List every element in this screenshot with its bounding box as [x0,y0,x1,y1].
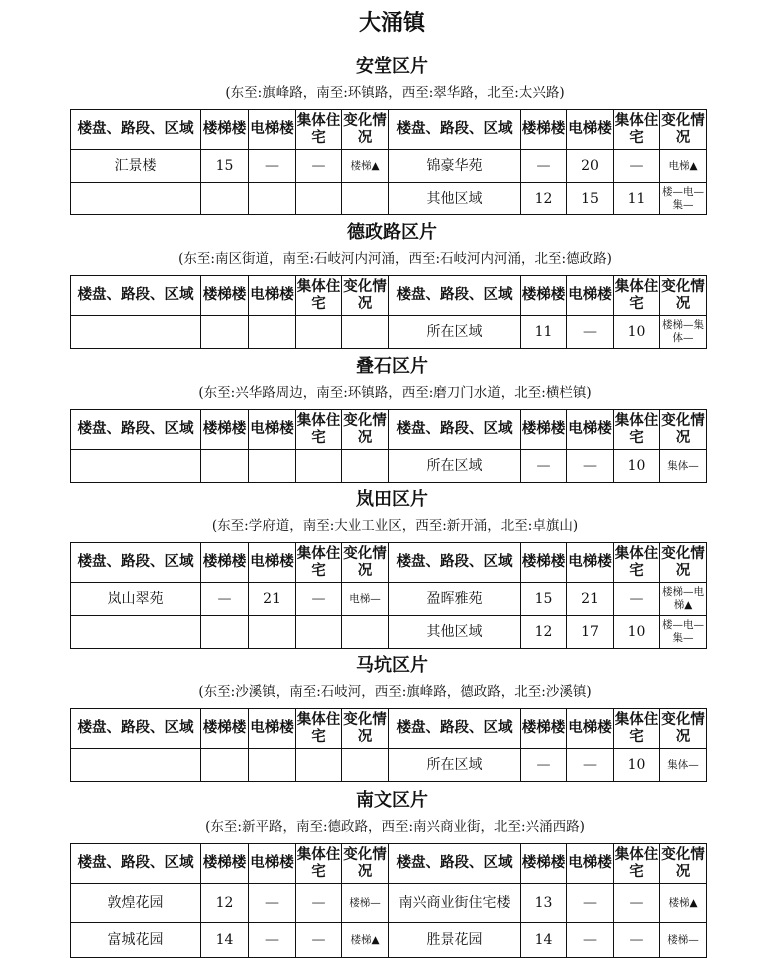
count-cell: — [614,583,660,616]
area-name-cell: 汇景楼 [71,150,201,183]
column-header: 电梯楼 [567,110,614,150]
count-cell: 11 [614,183,660,215]
count-cell: — [614,884,660,923]
column-header: 楼梯楼 [201,276,249,316]
count-cell: — [296,150,342,183]
count-cell [296,749,342,782]
housing-table [70,843,707,958]
column-header: 电梯楼 [249,844,296,884]
column-header: 变化情况 [342,709,389,749]
count-cell: — [296,923,342,958]
change-cell: 电梯— [342,583,389,616]
count-cell: — [296,884,342,923]
column-header: 变化情况 [660,543,707,583]
column-header: 集体住宅 [296,410,342,450]
count-cell [296,316,342,349]
area-name-cell: 所在区域 [389,450,521,483]
area-name-cell: 富城花园 [71,923,201,958]
district-section [0,485,784,644]
area-name-cell [71,616,201,649]
housing-table [70,109,707,215]
column-header: 电梯楼 [567,709,614,749]
count-cell: — [614,150,660,183]
district-heading: 叠石区片 [356,356,428,377]
count-cell: 14 [201,923,249,958]
column-header: 楼盘、路段、区域 [71,844,201,884]
district-boundaries: (东至:新平路，南至:德政路，西至:南兴商业街，北至:兴涌西路) [205,819,585,835]
count-cell: — [249,150,296,183]
district-section [0,52,784,211]
header-row [71,543,707,583]
count-cell: — [521,450,567,483]
area-name-cell: 盈晖雅苑 [389,583,521,616]
column-header: 集体住宅 [614,110,660,150]
district-section [0,651,784,773]
area-name-cell: 所在区域 [389,316,521,349]
column-header: 楼盘、路段、区域 [71,110,201,150]
area-name-cell: 所在区域 [389,749,521,782]
count-cell: 21 [249,583,296,616]
count-cell [201,616,249,649]
column-header: 变化情况 [660,110,707,150]
column-header: 集体住宅 [296,844,342,884]
count-cell: — [249,923,296,958]
column-header: 电梯楼 [249,276,296,316]
count-cell: 14 [521,923,567,958]
column-header: 楼梯楼 [521,709,567,749]
header-row [71,276,707,316]
column-header: 楼梯楼 [521,543,567,583]
count-cell [249,450,296,483]
column-header: 楼盘、路段、区域 [389,110,521,150]
column-header: 变化情况 [660,844,707,884]
column-header: 集体住宅 [614,410,660,450]
column-header: 集体住宅 [614,276,660,316]
change-cell [342,183,389,215]
count-cell: — [567,884,614,923]
count-cell: 20 [567,150,614,183]
table-row [71,450,707,483]
count-cell: 12 [521,183,567,215]
district-heading: 马坑区片 [356,655,428,676]
count-cell [296,183,342,215]
column-header: 变化情况 [342,276,389,316]
change-cell [342,450,389,483]
area-name-cell [71,450,201,483]
count-cell [249,616,296,649]
change-cell: 集体— [660,749,707,782]
column-header: 电梯楼 [249,110,296,150]
district-section [0,786,784,948]
table-row [71,884,707,923]
district-section [0,352,784,474]
header-row [71,709,707,749]
district-boundaries: (东至:旗峰路，南至:环镇路，西至:翠华路，北至:太兴路) [225,85,565,101]
change-cell: 楼—电—集— [660,183,707,215]
header-row [71,410,707,450]
housing-table [70,708,707,782]
count-cell: — [201,583,249,616]
count-cell: 11 [521,316,567,349]
column-header: 电梯楼 [249,410,296,450]
column-header: 集体住宅 [614,844,660,884]
column-header: 电梯楼 [567,276,614,316]
district-heading: 南文区片 [356,790,428,811]
table-row [71,316,707,349]
table-row [71,749,707,782]
count-cell [249,316,296,349]
count-cell: — [296,583,342,616]
count-cell: 12 [521,616,567,649]
change-cell: 楼梯▲ [660,884,707,923]
count-cell [296,616,342,649]
count-cell [201,316,249,349]
area-name-cell: 锦豪华苑 [389,150,521,183]
change-cell: 楼梯— [342,884,389,923]
column-header: 电梯楼 [249,709,296,749]
count-cell: 10 [614,749,660,782]
district-boundaries: (东至:兴华路周边，南至:环镇路，西至:磨刀门水道，北至:横栏镇) [198,385,592,401]
count-cell: — [567,316,614,349]
district-section [0,218,784,344]
area-name-cell [71,749,201,782]
table-row [71,616,707,649]
change-cell: 集体— [660,450,707,483]
column-header: 楼梯楼 [201,844,249,884]
column-header: 楼梯楼 [521,410,567,450]
column-header: 集体住宅 [296,543,342,583]
area-name-cell: 其他区域 [389,616,521,649]
area-name-cell: 其他区域 [389,183,521,215]
count-cell: 17 [567,616,614,649]
column-header: 楼盘、路段、区域 [389,844,521,884]
housing-table [70,275,707,349]
column-header: 变化情况 [660,410,707,450]
column-header: 变化情况 [342,110,389,150]
count-cell: — [521,150,567,183]
count-cell [201,450,249,483]
column-header: 电梯楼 [567,543,614,583]
column-header: 楼盘、路段、区域 [71,276,201,316]
district-heading: 岚田区片 [356,489,428,510]
column-header: 集体住宅 [614,543,660,583]
column-header: 变化情况 [342,410,389,450]
count-cell [201,183,249,215]
change-cell [342,616,389,649]
district-boundaries: (东至:沙溪镇，南至:石岐河，西至:旗峰路，德政路，北至:沙溪镇) [198,684,592,700]
area-name-cell [71,316,201,349]
area-name-cell: 胜景花园 [389,923,521,958]
column-header: 集体住宅 [614,709,660,749]
column-header: 变化情况 [342,844,389,884]
change-cell: 电梯▲ [660,150,707,183]
column-header: 变化情况 [660,709,707,749]
area-name-cell [71,183,201,215]
table-row [71,923,707,958]
column-header: 楼盘、路段、区域 [71,709,201,749]
column-header: 电梯楼 [567,844,614,884]
count-cell: 21 [567,583,614,616]
count-cell [201,749,249,782]
column-header: 楼盘、路段、区域 [389,543,521,583]
header-row [71,844,707,884]
count-cell: 15 [567,183,614,215]
count-cell: 12 [201,884,249,923]
count-cell: — [567,450,614,483]
area-name-cell: 南兴商业街住宅楼 [389,884,521,923]
housing-table [70,542,707,649]
column-header: 变化情况 [660,276,707,316]
column-header: 楼盘、路段、区域 [389,276,521,316]
column-header: 楼梯楼 [521,844,567,884]
column-header: 楼梯楼 [521,110,567,150]
district-heading: 德政路区片 [347,222,437,243]
count-cell: 15 [201,150,249,183]
table-row [71,183,707,215]
count-cell: — [567,749,614,782]
column-header: 变化情况 [342,543,389,583]
column-header: 集体住宅 [296,276,342,316]
change-cell [342,316,389,349]
district-boundaries: (东至:南区街道，南至:石岐河内河涌，西至:石岐河内河涌，北至:德政路) [178,251,612,267]
table-row [71,150,707,183]
count-cell: 15 [521,583,567,616]
change-cell [342,749,389,782]
column-header: 楼盘、路段、区域 [389,410,521,450]
count-cell [249,183,296,215]
column-header: 楼梯楼 [201,110,249,150]
column-header: 楼梯楼 [201,410,249,450]
area-name-cell: 岚山翠苑 [71,583,201,616]
count-cell: 13 [521,884,567,923]
column-header: 集体住宅 [296,110,342,150]
count-cell [296,450,342,483]
change-cell: 楼梯— [660,923,707,958]
column-header: 楼盘、路段、区域 [71,410,201,450]
area-name-cell: 敦煌花园 [71,884,201,923]
count-cell: 10 [614,450,660,483]
column-header: 楼盘、路段、区域 [71,543,201,583]
count-cell: 10 [614,316,660,349]
change-cell: 楼梯▲ [342,150,389,183]
district-heading: 安堂区片 [356,56,428,77]
column-header: 电梯楼 [249,543,296,583]
change-cell: 楼—电—集— [660,616,707,649]
count-cell: — [249,884,296,923]
column-header: 楼梯楼 [521,276,567,316]
housing-table [70,409,707,483]
count-cell [249,749,296,782]
change-cell: 楼梯▲ [342,923,389,958]
column-header: 楼盘、路段、区域 [389,709,521,749]
header-row [71,110,707,150]
column-header: 楼梯楼 [201,709,249,749]
change-cell: 楼梯—集体— [660,316,707,349]
count-cell: — [614,923,660,958]
page-title: 大涌镇 [358,11,425,36]
count-cell: — [521,749,567,782]
column-header: 集体住宅 [296,709,342,749]
count-cell: 10 [614,616,660,649]
table-row [71,583,707,616]
count-cell: — [567,923,614,958]
column-header: 电梯楼 [567,410,614,450]
column-header: 楼梯楼 [201,543,249,583]
change-cell: 楼梯—电梯▲ [660,583,707,616]
district-boundaries: (东至:学府道，南至:大业工业区，西至:新开涌，北至:卓旗山) [211,518,579,534]
